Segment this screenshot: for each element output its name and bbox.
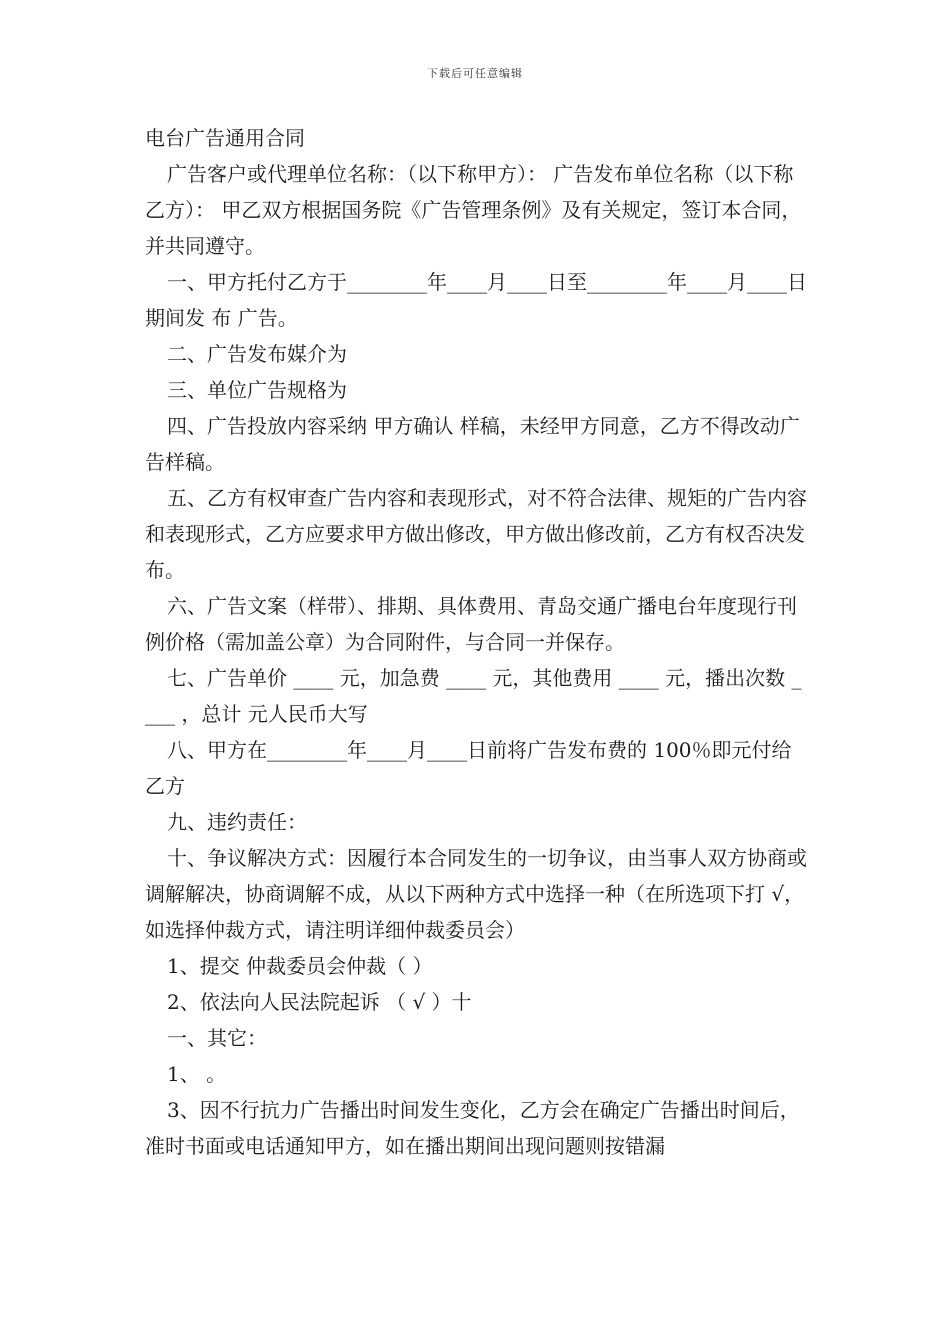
paragraph-clause-6: 六、广告文案（样带）、排期、具体费用、青岛交通广播电台年度现行刊例价格（需加盖公章）为合同附件，与合同一并保存。: [145, 594, 797, 654]
paragraph-clause-2: 二、广告发布媒介为: [167, 342, 347, 366]
paragraph-parties: 广告客户或代理单位名称：（以下称甲方）： 广告发布单位名称（以下称乙方）： 甲乙双方根据国务院《广告管理条例》及有关规定，签订本合同，并共同遵守。: [145, 162, 802, 258]
header-note: 下载后可任意编辑: [427, 67, 523, 80]
paragraph-clause-11: 一、其它：: [167, 1026, 267, 1050]
paragraph-option-2: 2、依法向人民法院起诉 （ √ ）十: [167, 990, 472, 1014]
paragraph-clause-5: 五、乙方有权审查广告内容和表现形式，对不符合法律、规矩的广告内容和表现形式，乙方应要求甲方做出修改，甲方做出修改前，乙方有权否决发布。: [145, 486, 807, 582]
paragraph-other-1: 1、 。: [167, 1062, 227, 1086]
paragraph-clause-8: 八、甲方在________年____月____日前将广告发布费的 100％即元付给乙方: [145, 738, 792, 798]
paragraph-clause-3: 三、单位广告规格为: [167, 378, 347, 402]
paragraph-clause-7: 七、广告单价 ____ 元，加急费 ____ 元，其他费用 ____ 元，播出次数 ____ ，总计 元人民币大写: [145, 666, 802, 726]
document-title: 电台广告通用合同: [145, 126, 305, 150]
paragraph-clause-9: 九、违约责任：: [167, 810, 307, 834]
paragraph-option-1: 1、提交 仲裁委员会仲裁（ ）: [167, 954, 433, 978]
paragraph-other-3: 3、因不行抗力广告播出时间发生变化，乙方会在确定广告播出时间后，准时书面或电话通知甲方，如在播出期间出现问题则按错漏: [145, 1098, 800, 1158]
paragraph-clause-10: 十、争议解决方式：因履行本合同发生的一切争议，由当事人双方协商或调解解决，协商调解不成，从以下两种方式中选择一种（在所选项下打 √，如选择仲裁方式，请注明详细仲裁委员会）: [145, 846, 807, 942]
paragraph-clause-1: 一、甲方托付乙方于________年____月____日至________年____月____日期间发 布 广告。: [145, 270, 807, 330]
document-body: [145, 120, 810, 1164]
paragraph-clause-4: 四、广告投放内容采纳 甲方确认 样稿，未经甲方同意，乙方不得改动广告样稿。: [145, 414, 800, 474]
